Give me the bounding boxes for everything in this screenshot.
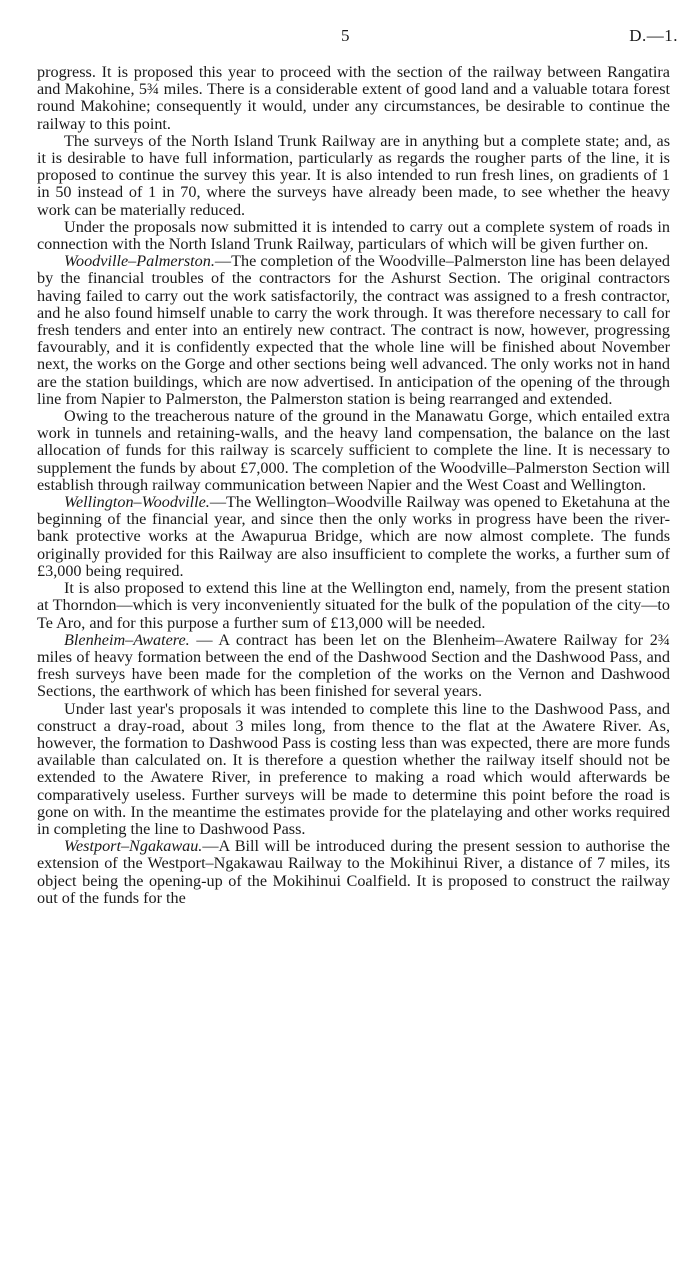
- page-number: 5: [341, 26, 350, 45]
- paragraph-text: progress. It is proposed this year to proceed with the section of the railway between Rangatira and Makohine, 5¾ miles. There is a considerable extent of good land and a valuable totara forest round Makohine; consequently it would, under any circumstances, be desirable to continue the railway to this point.: [37, 63, 670, 133]
- paragraph-text: Under last year's proposals it was intended to complete this line to the Dashwood Pass, and construct a dray-road, about 3 miles long, from thence to the flat at the Awatere River. As, however, the formation to Dashwood Pass is costing less than was expected, there are more funds available than calculated on. It is therefore a question whether the railway itself should not be extended to the Awatere River, in preference to making a road which would afterwards be comparatively useless. Further surveys will be made to determine this point before the road is gone on with. In the meantime the estimates provide for the platelaying and other works required in completing the line to Dashwood Pass.: [37, 699, 670, 838]
- paragraph-text: The surveys of the North Island Trunk Railway are in anything but a complete state; and, as it is desirable to have full information, particularly as regards the rougher parts of the line, it is proposed to continue the survey this year. It is also intended to run fresh lines, on gradients of 1 in 50 instead of 1 in 70, where the surveys have already been made, to see whether the heavy work can be materially reduced.: [37, 131, 670, 219]
- paragraph: [37, 580, 670, 632]
- paragraph: [37, 494, 670, 580]
- paragraph: [37, 64, 670, 133]
- paragraph-text: Under the proposals now submitted it is intended to carry out a complete system of roads in connection with the North Island Trunk Railway, particulars of which will be given further on.: [37, 217, 670, 254]
- paragraph-text: — A contract has been let on the Blenheim–Awatere Railway for 2¾ miles of heavy formation between the end of the Dashwood Section and the Dashwood Pass, and fresh surveys have been made for the completion of the works on the Vernon and Dashwood Sections, the earthwork of which has been finished for several years.: [37, 630, 670, 701]
- body-text: [37, 64, 670, 907]
- paragraph: [37, 408, 670, 494]
- paragraph-text: —The Wellington–Woodville Railway was opened to Eketahuna at the beginning of the financial year, and since then the only works in progress have been the river-bank protective works at the Awapurua Bridge, which are now almost complete. The funds originally provided for this Railway are also insufficient to complete the works, a further sum of £3,000 being required.: [37, 493, 670, 580]
- section-heading: Westport–Ngakawau.: [64, 837, 203, 856]
- paragraph-text: Owing to the treacherous nature of the ground in the Manawatu Gorge, which entailed extra work in tunnels and retaining-walls, and the heavy land compensation, the balance on the last allocation of funds for this railway is scarcely sufficient to complete the line. It is necessary to supplement the funds by about £7,000. The completion of the Woodville–Palmerston Section will establish through railway communication between Napier and the West Coast and Wellington.: [37, 407, 670, 494]
- section-heading: Woodville–Palmerston.: [64, 252, 215, 271]
- section-heading: Blenheim–Awatere.: [64, 630, 190, 649]
- paragraph: [37, 838, 670, 907]
- paragraph: [37, 253, 670, 408]
- paragraph-text: It is also proposed to extend this line at the Wellington end, namely, from the present station at Thorndon—which is very inconveniently situated for the bulk of the population of the city—to Te Aro, and for this purpose a further sum of £13,000 will be needed.: [37, 579, 670, 632]
- paragraph: [37, 701, 670, 839]
- document-reference: D.—1.: [629, 26, 678, 45]
- section-heading: Wellington–Woodville.: [64, 493, 210, 512]
- paragraph-text: —The completion of the Woodville–Palmerston line has been delayed by the financial troubles of the contractors for the Ashurst Section. The original contractors having failed to carry out the work satisfactorily, the contract was assigned to a fresh contractor, and he also found himself unable to carry the work through. It was therefore necessary to call for fresh tenders and enter into an entirely new contract. The contract is now, however, progressing favourably, and it is confidently expected that the whole line will be finished about November next, the works on the Gorge and other sections being well advanced. The only works not in hand are the station buildings, which are now advertised. In anticipation of the opening of the through line from Napier to Palmerston, the Palmerston station is being rearranged and extended.: [37, 252, 670, 408]
- paragraph: [37, 632, 670, 701]
- page-header: [0, 26, 700, 50]
- paragraph-text: —A Bill will be introduced during the present session to authorise the extension of the Westport–Ngakawau Railway to the Mokihinui River, a distance of 7 miles, its object being the opening-up of the Mokihinui Coalfield. It is proposed to construct the railway out of the funds for the: [37, 837, 670, 907]
- paragraph: [37, 219, 670, 253]
- paragraph: [37, 133, 670, 219]
